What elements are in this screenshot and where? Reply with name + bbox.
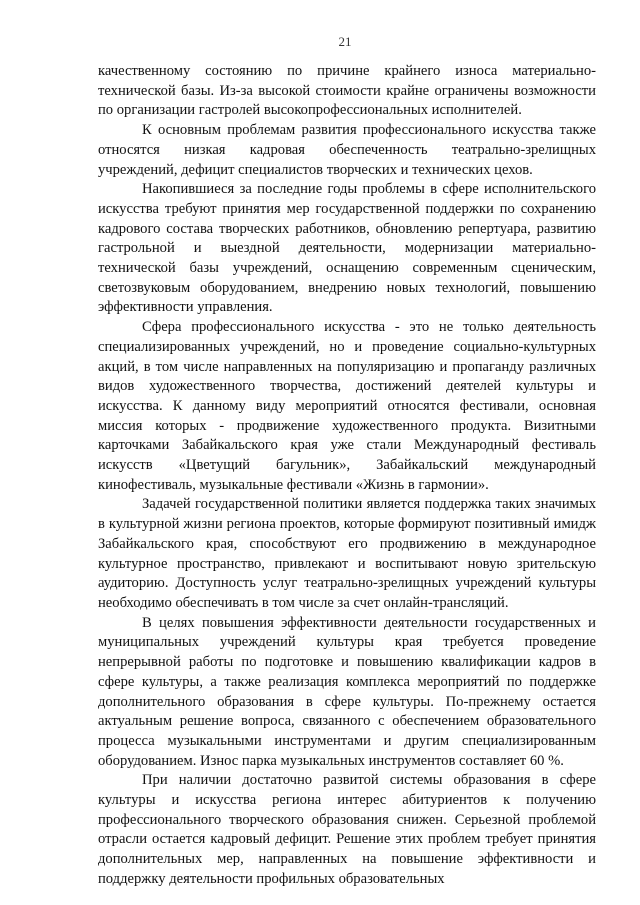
- paragraph: При наличии достаточно развитой системы образования в сфере культуры и искусства региона интерес абитуриентов к получению профессионального творческого образования снижен. Серьезной проблемой отрасли остается кадровый дефицит. Решение этих проблем требует принятия дополнительных мер, направленных на повышение эффективности и поддержку деятельности профильных образовательных: [98, 772, 596, 887]
- paragraph: Сфера профессионального искусства - это не только деятельность специализированных учреждений, но и проведение социально-культурных акций, в том числе направленных на популяризацию и пропаганду различных видов художественного творчества, достижений деятелей культуры и искусства. К данному виду мероприятий относятся фестивали, основная миссия которых - продвижение художественного продукта. Визитными карточками Забайкальского края уже стали Международный фестиваль искусств «Цветущий багульник», Забайкальский международный кинофестиваль, музыкальные фестивали «Жизнь в гармонии».: [98, 319, 596, 493]
- paragraph: К основным проблемам развития профессионального искусства также относятся низкая кадровая обеспеченность театрально-зрелищных учреждений, дефицит специалистов творческих и технических цехов.: [98, 122, 596, 178]
- paragraph: качественному состоянию по причине крайнего износа материально-технической базы. Из-за высокой стоимости крайне ограничены возможности по организации гастролей высокопрофессиональных исполнителей.: [98, 63, 596, 119]
- paragraph: Накопившиеся за последние годы проблемы в сфере исполнительского искусства требуют принятия мер государственной поддержки по сохранению кадрового состава творческих работников, обновлению репертуара, развитию гастрольной и выездной деятельности, модернизации материально-технической базы учреждений, оснащению современным сценическим, светозвуковым оборудованием, внедрению новых технологий, повышению эффективности управления.: [98, 181, 596, 316]
- paragraph: В целях повышения эффективности деятельности государственных и муниципальных учреждений культуры края требуется проведение непрерывной работы по подготовке и повышению квалификации кадров в сфере культуры, а также реализация комплекса мероприятий по поддержке дополнительного образования в сфере культуры. По-прежнему остается актуальным решение вопроса, связанного с обеспечением образовательного процесса музыкальными инструментами и другим специализированным оборудованием. Износ парка музыкальных инструментов составляет 60 %.: [98, 614, 596, 769]
- paragraph: Задачей государственной политики является поддержка таких значимых в культурной жизни региона проектов, которые формируют позитивный имидж Забайкальского края, способствуют его продвижению в международное культурное пространство, привлекают и воспитывают новую зрительскую аудиторию. Доступность услуг театрально-зрелищных учреждений культуры необходимо обеспечивать в том числе за счет онлайн-трансляций.: [98, 496, 596, 611]
- document-body: [98, 62, 596, 890]
- page-number: 21: [338, 34, 352, 49]
